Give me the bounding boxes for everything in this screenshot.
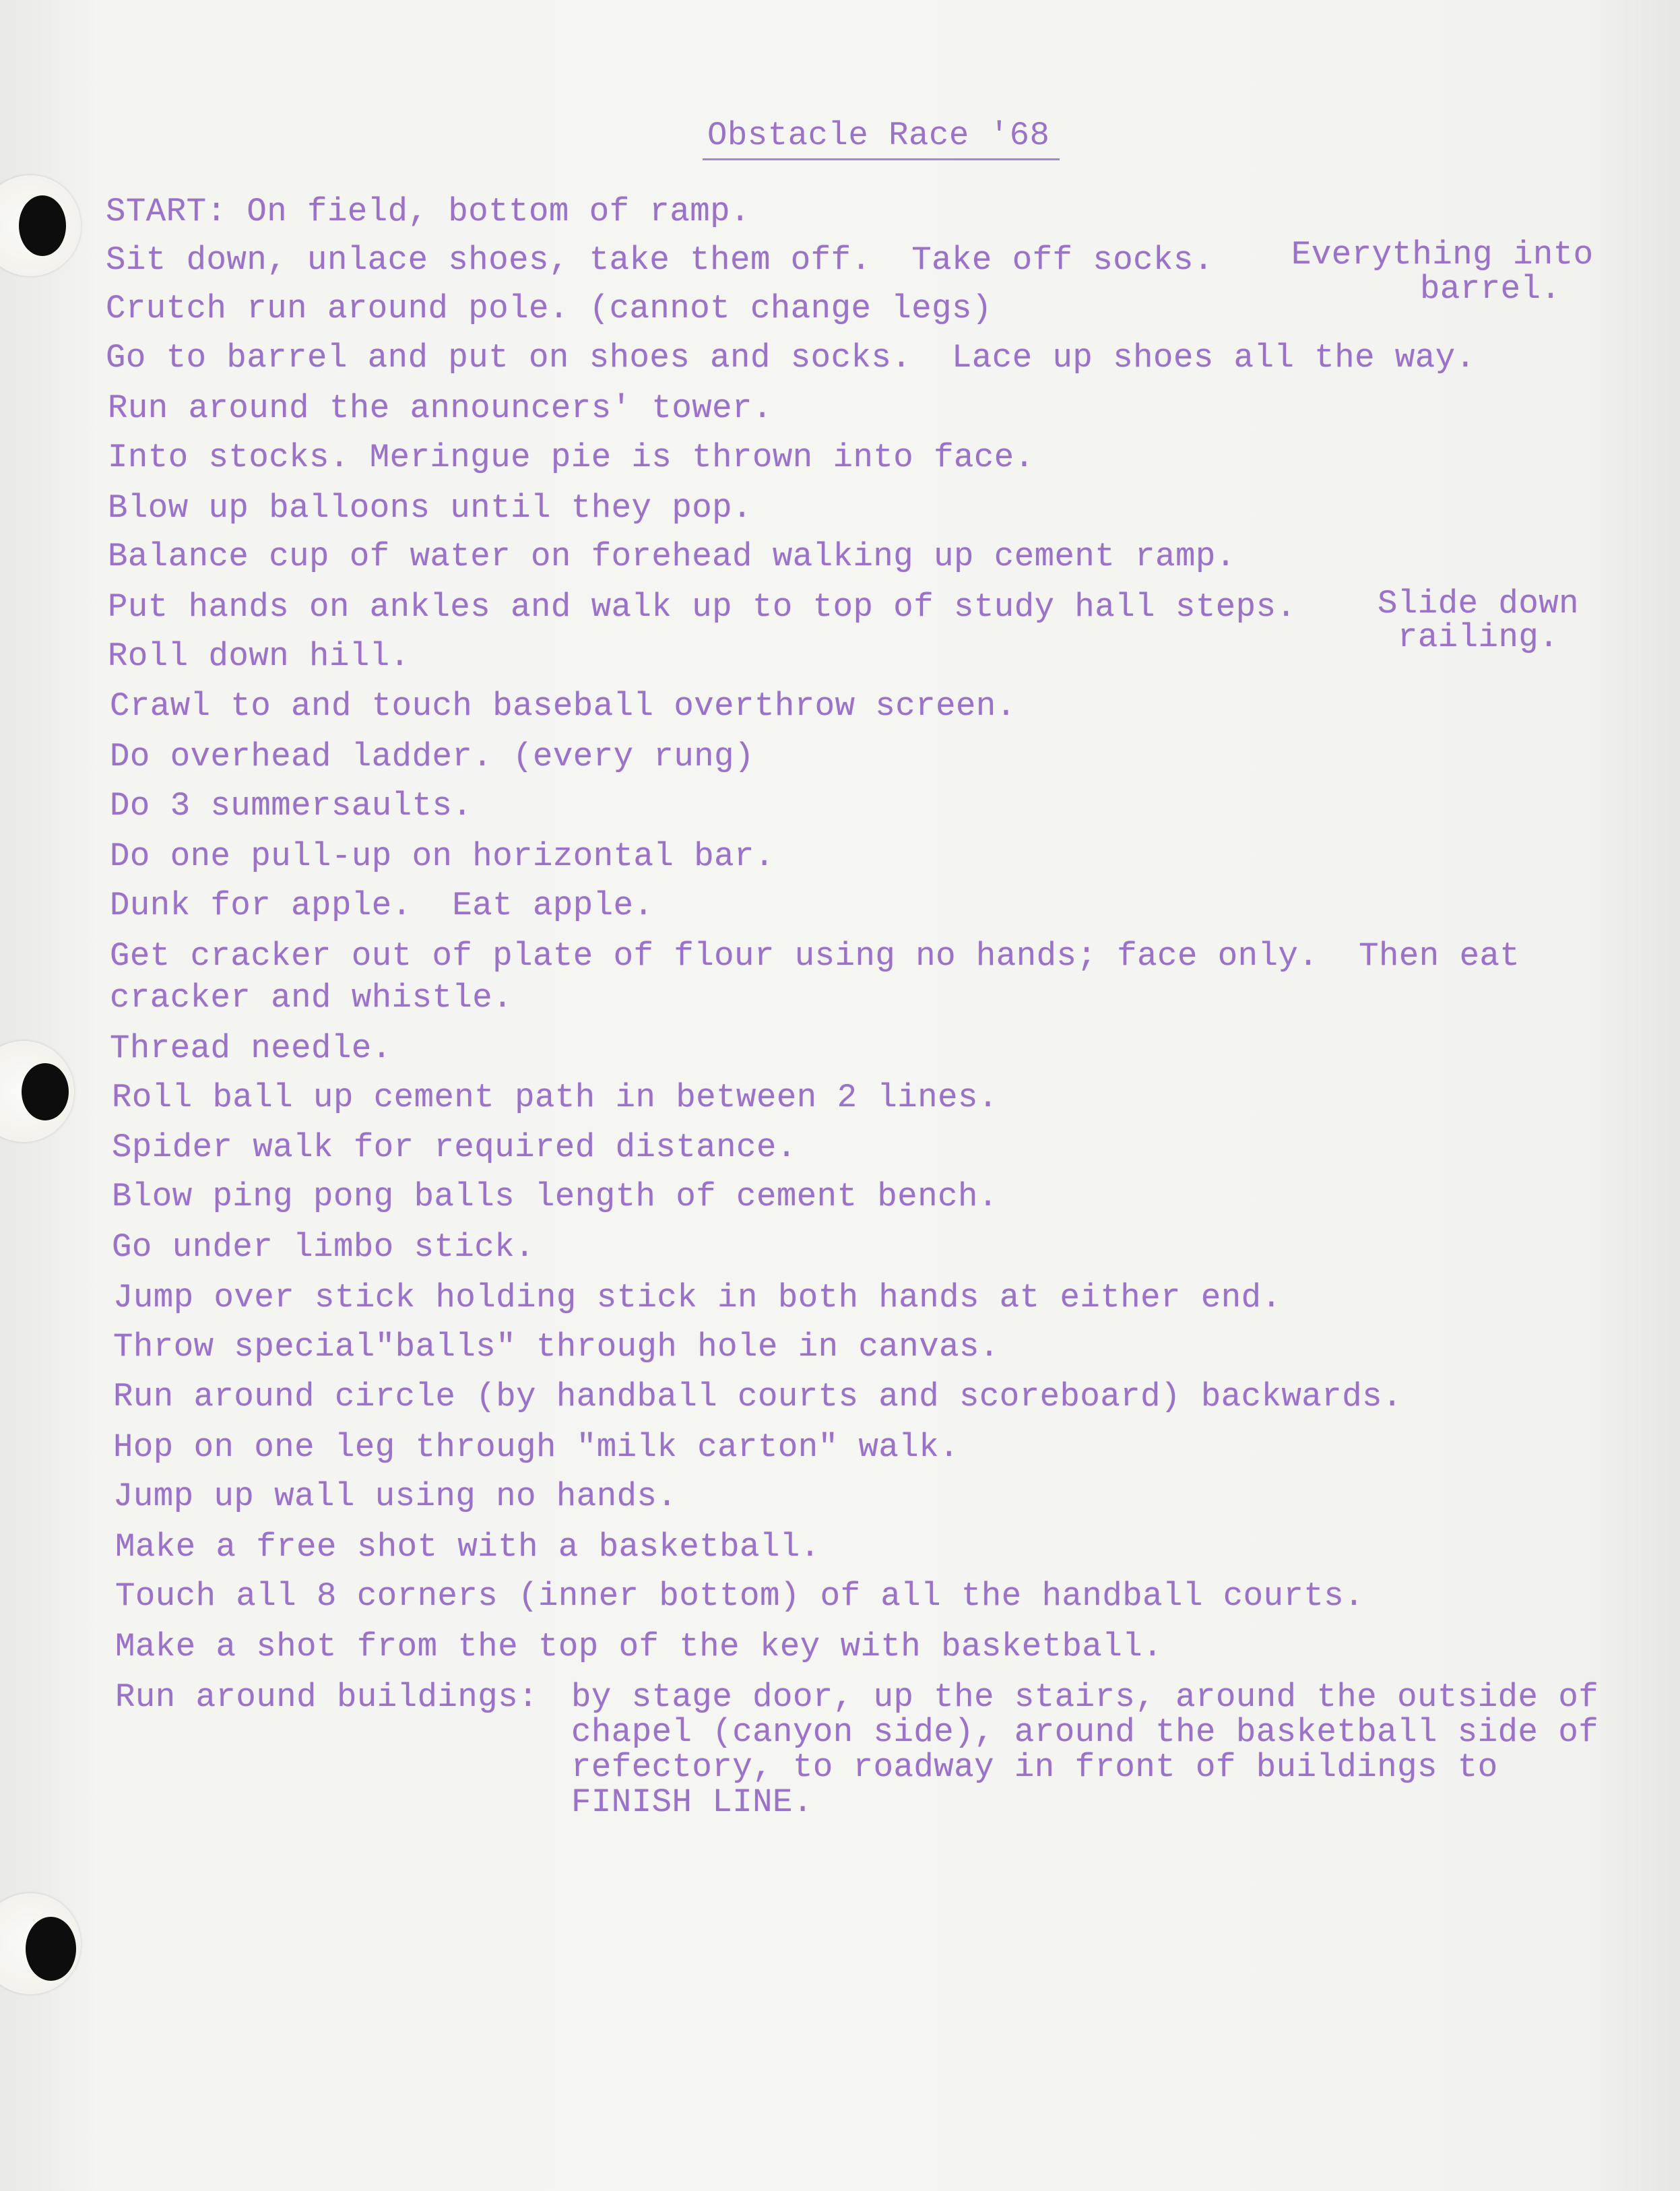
binder-hole-top: [19, 195, 66, 256]
line-announcers-tower: Run around the announcers' tower.: [108, 389, 773, 427]
line-run-circle: Run around circle (by handball courts and scoreboard) backwards.: [113, 1378, 1402, 1416]
route-line-1: by stage door, up the stairs, around the outside of: [571, 1678, 1599, 1716]
binder-hole-middle: [22, 1063, 69, 1120]
route-line-4: FINISH LINE.: [571, 1783, 813, 1821]
line-spider-walk: Spider walk for required distance.: [112, 1129, 797, 1166]
line-dunk-apple: Dunk for apple. Eat apple.: [110, 887, 654, 924]
line-roll-down-hill: Roll down hill.: [108, 637, 410, 675]
line-unlace-shoes: Sit down, unlace shoes, take them off. Take off socks.: [106, 241, 1214, 279]
line-summersaults: Do 3 summersaults.: [110, 787, 473, 825]
line-limbo: Go under limbo stick.: [112, 1228, 536, 1266]
route-line-2: chapel (canyon side), around the basketball side of: [571, 1713, 1599, 1751]
line-hands-ankles: Put hands on ankles and walk up to top of study hall steps.: [108, 588, 1297, 626]
line-pull-up: Do one pull-up on horizontal bar.: [110, 837, 775, 875]
note-barrel: barrel.: [1420, 270, 1561, 308]
line-stocks: Into stocks. Meringue pie is thrown into face.: [108, 439, 1035, 476]
note-railing: railing.: [1398, 618, 1559, 656]
line-balloons: Blow up balloons until they pop.: [108, 489, 752, 527]
line-jump-stick: Jump over stick holding stick in both hands at either end.: [113, 1279, 1282, 1316]
line-crutch-run: Crutch run around pole. (cannot change legs): [106, 290, 992, 327]
line-start: START: On field, bottom of ramp.: [106, 193, 750, 230]
line-run-buildings: Run around buildings:: [115, 1678, 539, 1716]
line-cracker: Get cracker out of plate of flour using no hands; face only. Then eat: [110, 937, 1520, 975]
line-barrel-shoes: Go to barrel and put on shoes and socks. Lace up shoes all the way.: [106, 339, 1476, 377]
line-cracker-whistle: cracker and whistle.: [110, 979, 513, 1017]
line-balance-cup: Balance cup of water on forehead walking up cement ramp.: [108, 538, 1236, 575]
line-top-of-key: Make a shot from the top of the key with basketball.: [115, 1628, 1163, 1665]
title-underline: [703, 158, 1060, 160]
line-touch-corners: Touch all 8 corners (inner bottom) of all the handball courts.: [115, 1577, 1365, 1615]
line-overhead-ladder: Do overhead ladder. (every rung): [110, 738, 754, 775]
binder-hole-bottom: [26, 1917, 76, 1981]
line-roll-ball: Roll ball up cement path in between 2 lines.: [112, 1079, 998, 1116]
route-line-3: refectory, to roadway in front of buildings to: [571, 1748, 1498, 1786]
line-hop-one-leg: Hop on one leg through "milk carton" walk.: [113, 1428, 960, 1466]
line-thread-needle: Thread needle.: [110, 1029, 392, 1067]
line-jump-wall: Jump up wall using no hands.: [113, 1478, 678, 1515]
note-everything-into: Everything into: [1291, 236, 1594, 274]
line-crawl: Crawl to and touch baseball overthrow screen.: [110, 687, 1016, 725]
line-throw-balls: Throw special"balls" through hole in canvas.: [113, 1328, 1000, 1366]
note-slide-down: Slide down: [1378, 585, 1580, 623]
line-free-shot: Make a free shot with a basketball.: [115, 1528, 820, 1566]
line-ping-pong: Blow ping pong balls length of cement bench.: [112, 1178, 998, 1215]
page-title: Obstacle Race '68: [707, 117, 1050, 154]
